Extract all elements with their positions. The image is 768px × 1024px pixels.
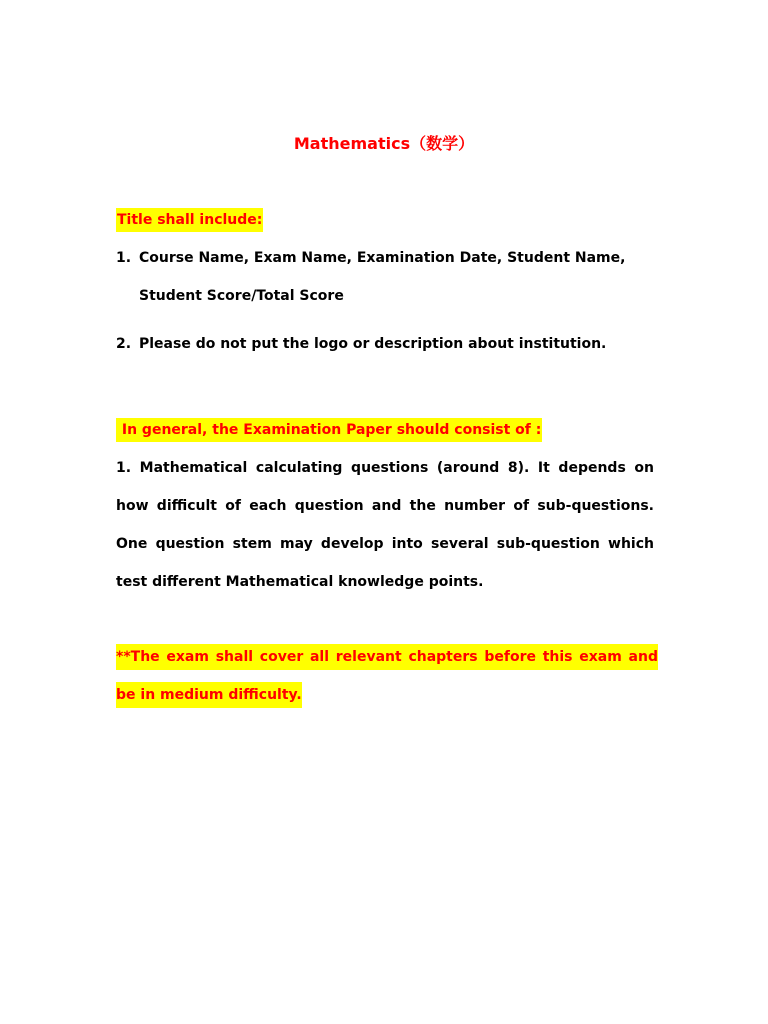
list-item-text: Please do not put the logo or description about institution. xyxy=(139,336,607,352)
list-item-number: 2. xyxy=(116,336,132,352)
list-item xyxy=(116,325,656,363)
highlighted-heading: Title shall include: xyxy=(116,208,263,232)
list-item-number: 1. xyxy=(116,250,132,266)
page-title: Mathematics（数学） xyxy=(293,134,475,153)
section-heading-paper-structure xyxy=(116,419,542,441)
body-paragraph: 1. Mathematical calculating questions (around 8). It depends on how difficult of each question and the number of sub-questions. One question stem may develop into several sub-question which test different Mathematical knowledge points. xyxy=(116,460,654,590)
difficulty-note xyxy=(116,638,658,714)
list-item-text: Course Name, Exam Name, Examination Date, Student Name, Student Score/Total Score xyxy=(139,250,626,304)
section-heading-title-requirements xyxy=(116,209,263,231)
highlighted-heading: In general, the Examination Paper should consist of : xyxy=(116,418,542,442)
list-item xyxy=(116,239,656,315)
highlighted-note: **The exam shall cover all relevant chapters before this exam and be in medium difficulty. xyxy=(116,644,658,708)
